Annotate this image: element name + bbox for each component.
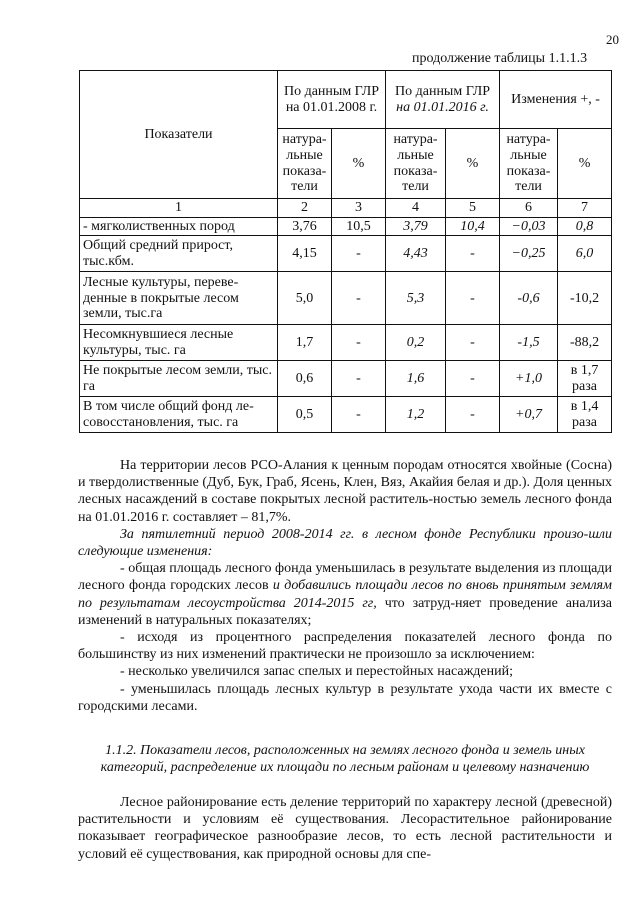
- cell-value: 1,2: [386, 397, 446, 433]
- cell-value: -: [446, 236, 500, 272]
- table-row: [80, 325, 612, 361]
- cell-value: 1,6: [386, 361, 446, 397]
- row-name: - мягколиственных пород: [80, 217, 278, 236]
- header-percent: %: [446, 129, 500, 199]
- column-number: 6: [500, 199, 558, 218]
- row-name: Несомкнувшиеся лесные культуры, тыс. га: [80, 325, 278, 361]
- section-heading: [78, 742, 612, 776]
- paragraph: - исходя из процентного распределения показателей лесного фонда по большинству из них изменений практически не произошло за исключением:: [78, 630, 612, 663]
- cell-value: 5,3: [386, 272, 446, 325]
- cell-value: 4,43: [386, 236, 446, 272]
- header-glr-2008: По данным ГЛР на 01.01.2008 г.: [278, 71, 386, 129]
- cell-value: в 1,4 раза: [558, 397, 612, 433]
- row-name: Лесные культуры, переве-денные в покрытые лесом земли, тыс.га: [80, 272, 278, 325]
- row-name: Общий средний прирост, тыс.кбм.: [80, 236, 278, 272]
- cell-value: 3,76: [278, 217, 332, 236]
- cell-value: 10,4: [446, 217, 500, 236]
- cell-value: 0,2: [386, 325, 446, 361]
- cell-value: 0,6: [278, 361, 332, 397]
- cell-value: -: [332, 397, 386, 433]
- column-number-row: [80, 199, 612, 218]
- section-heading-text: 1.1.2. Показатели лесов, расположенных на землях лесного фонда и земель иных категорий, распределение их площади по лесным районам и целевому назначению: [100, 743, 590, 775]
- header-glr-2016-line1: По данным ГЛР: [395, 83, 491, 99]
- forest-indicators-table: [79, 70, 612, 433]
- cell-value: +1,0: [500, 361, 558, 397]
- cell-value: 6,0: [558, 236, 612, 272]
- cell-value: −0,03: [500, 217, 558, 236]
- column-number: 5: [446, 199, 500, 218]
- paragraph: - уменьшилась площадь лесных культур в результате ухода части их вместе с городскими лесами.: [78, 681, 612, 714]
- cell-value: -88,2: [558, 325, 612, 361]
- header-percent: %: [332, 129, 386, 199]
- header-indicators: Показатели: [80, 71, 278, 199]
- column-number: 1: [80, 199, 278, 218]
- cell-value: -1,5: [500, 325, 558, 361]
- column-number: 7: [558, 199, 612, 218]
- table-caption: продолжение таблицы 1.1.1.3: [412, 51, 588, 66]
- header-glr-2016-line2: на 01.01.2016 г.: [396, 99, 489, 115]
- cell-value: 1,7: [278, 325, 332, 361]
- paragraph: Лесное районирование есть деление территорий по характеру лесной (древесной) растительности и условиям её существования. Лесорастительное районирование показывает географическое разнообразие лесов, то есть лесной растительности и условий её существования, как природной основы для спе-: [78, 795, 612, 862]
- section-body-text: [78, 794, 612, 863]
- cell-value: 4,15: [278, 236, 332, 272]
- cell-value: 3,79: [386, 217, 446, 236]
- page-number: 20: [606, 32, 619, 47]
- cell-value: -: [332, 361, 386, 397]
- cell-value: -: [446, 272, 500, 325]
- paragraph: - несколько увеличился запас спелых и перестойных насаждений;: [120, 664, 513, 680]
- header-natural: натура-льные показа-тели: [500, 129, 558, 199]
- cell-value: -: [332, 236, 386, 272]
- table-row: [80, 217, 612, 236]
- cell-value: -: [446, 361, 500, 397]
- cell-value: 0,5: [278, 397, 332, 433]
- paragraph: [78, 560, 612, 629]
- header-natural: натура-льные показа-тели: [278, 129, 332, 199]
- paragraph-text: что затруд-няет проведение анализа изменений в натуральных показателях;: [78, 595, 612, 628]
- cell-value: -: [446, 325, 500, 361]
- cell-value: 0,8: [558, 217, 612, 236]
- header-natural: натура-льные показа-тели: [386, 129, 446, 199]
- table-row: [80, 361, 612, 397]
- cell-value: -: [332, 325, 386, 361]
- paragraph-text: - общая площадь лесного фонда уменьшилась в результате выделения из площади лесного фонда городских лесов: [78, 561, 612, 594]
- cell-value: -: [446, 397, 500, 433]
- cell-value: −0,25: [500, 236, 558, 272]
- paragraph: На территории лесов РСО-Алания к ценным породам относятся хвойные (Сосна) и твердолиственные (Дуб, Бук, Граб, Ясень, Клен, Вяз, Акайия белая и др.). Доля ценных лесных насаждений в составе покрытых лесной раститель-ностью земель лесного фонда на 01.01.2016 г. составляет – 81,7%.: [78, 458, 612, 525]
- cell-value: в 1,7 раза: [558, 361, 612, 397]
- cell-value: 10,5: [332, 217, 386, 236]
- cell-value: -0,6: [500, 272, 558, 325]
- table-row: [80, 272, 612, 325]
- paragraph-italic: За пятилетний период 2008-2014 гг. в лесном фонде Республики произо-шли следующие изменения:: [78, 526, 612, 560]
- paragraph-italic-fragment: и добавились площади лесов по вновь принятым землям по результатам лесоустройства 2014-2015 гг,: [78, 578, 612, 611]
- column-number: 3: [332, 199, 386, 218]
- header-percent: %: [558, 129, 612, 199]
- cell-value: 5,0: [278, 272, 332, 325]
- header-glr-2016: [386, 71, 500, 129]
- row-name: Не покрытые лесом земли, тыс. га: [80, 361, 278, 397]
- cell-value: +0,7: [500, 397, 558, 433]
- column-number: 4: [386, 199, 446, 218]
- table-row: [80, 397, 612, 433]
- column-number: 2: [278, 199, 332, 218]
- cell-value: -: [332, 272, 386, 325]
- body-text: [78, 457, 612, 715]
- row-name: В том числе общий фонд ле-совосстановления, тыс. га: [80, 397, 278, 433]
- table-row: [80, 236, 612, 272]
- cell-value: -10,2: [558, 272, 612, 325]
- header-changes: Изменения +, -: [500, 71, 612, 129]
